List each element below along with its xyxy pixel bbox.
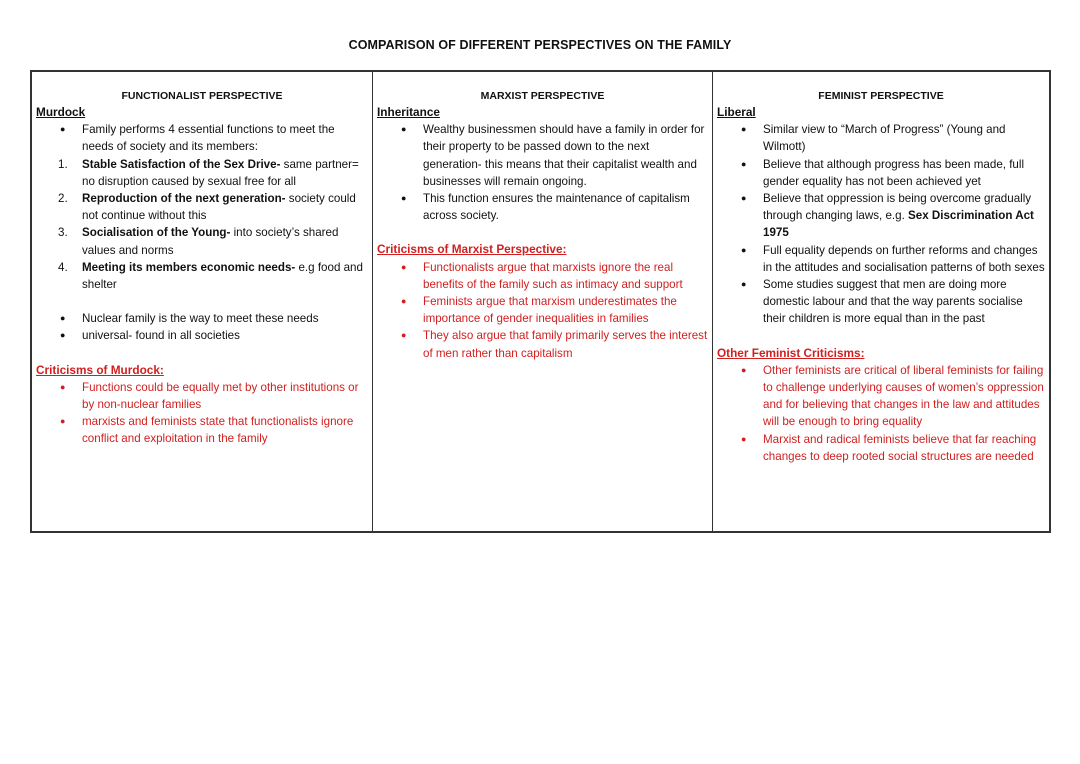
marxist-header: MARXIST PERSPECTIVE (480, 90, 605, 102)
marxist-criticisms-heading: Criticisms of Marxist Perspective: (377, 242, 567, 257)
list-item: ● Functionalists argue that marxists ignore the real benefits of the family such as intimacy and support (377, 259, 708, 293)
feminist-column (713, 72, 1049, 531)
list-item: ● This function ensures the maintenance of capitalism across society. (377, 190, 708, 224)
murdock-heading: Murdock (36, 105, 86, 119)
list-item: ● Believe that although progress has been made, full gender equality has not been achieved yet (717, 156, 1045, 190)
feminist-header: FEMINIST PERSPECTIVE (818, 90, 944, 102)
feminist-criticisms-heading: Other Feminist Criticisms: (717, 345, 865, 360)
list-item: ● Functions could be equally met by other institutions or by non-nuclear families (36, 379, 368, 413)
list-item: ● Family performs 4 essential functions to meet the needs of society and its members: (36, 121, 368, 155)
murdock-criticisms-heading: Criticisms of Murdock: (36, 362, 164, 377)
list-item: 3. Socialisation of the Young- into society’s shared values and norms (58, 226, 339, 257)
list-item: ● Full equality depends on further reforms and changes in the attitudes and socialisation patterns of both sexes (717, 242, 1045, 276)
list-item: ● Wealthy businessmen should have a family in order for their property to be passed down to the next generation- this means that their capitalist wealth and businesses will remain ongoing. (377, 121, 708, 190)
list-item: ● marxists and feminists state that functionalists ignore conflict and exploitation in the family (36, 413, 368, 447)
liberal-heading: Liberal (717, 105, 756, 119)
list-item: ● They also argue that family primarily serves the interest of men rather than capitalism (377, 327, 708, 361)
functionalist-column (32, 72, 373, 531)
inheritance-heading: Inheritance (377, 105, 440, 119)
page-title: COMPARISON OF DIFFERENT PERSPECTIVES ON THE FAMILY (348, 38, 732, 52)
list-item: ● Some studies suggest that men are doing more domestic labour and that the way parents socialise their children is more equal than in the past (717, 276, 1045, 328)
list-item: ● Nuclear family is the way to meet these needs (36, 310, 368, 327)
list-item: 2. Reproduction of the next generation- society could not continue without this (58, 192, 356, 223)
list-item: ● Feminists argue that marxism underestimates the importance of gender inequalities in families (377, 293, 708, 327)
list-item: 4. Meeting its members economic needs- e.g food and shelter (58, 260, 363, 292)
functionalist-header: FUNCTIONALIST PERSPECTIVE (121, 90, 283, 102)
list-item: ● Believe that oppression is being overcome gradually through changing laws, e.g. Sex Discrimination Act 1975 (717, 190, 1045, 242)
list-item: ● Marxist and radical feminists believe that far reaching changes to deep rooted social structures are needed (717, 431, 1045, 465)
marxist-column (373, 72, 713, 531)
list-item: ● Other feminists are critical of liberal feminists for failing to challenge underlying causes of women’s oppression and for believing that changes in the law and attitudes will be enough to bring equality (717, 362, 1045, 431)
list-item: ● universal- found in all societies (36, 327, 368, 344)
list-item: 1. Stable Satisfaction of the Sex Drive- same partner= no disruption caused by sexual free for all (58, 157, 359, 188)
comparison-table (30, 70, 1051, 533)
functions-list (36, 156, 368, 294)
list-item: ● Similar view to “March of Progress” (Young and Wilmott) (717, 121, 1045, 155)
